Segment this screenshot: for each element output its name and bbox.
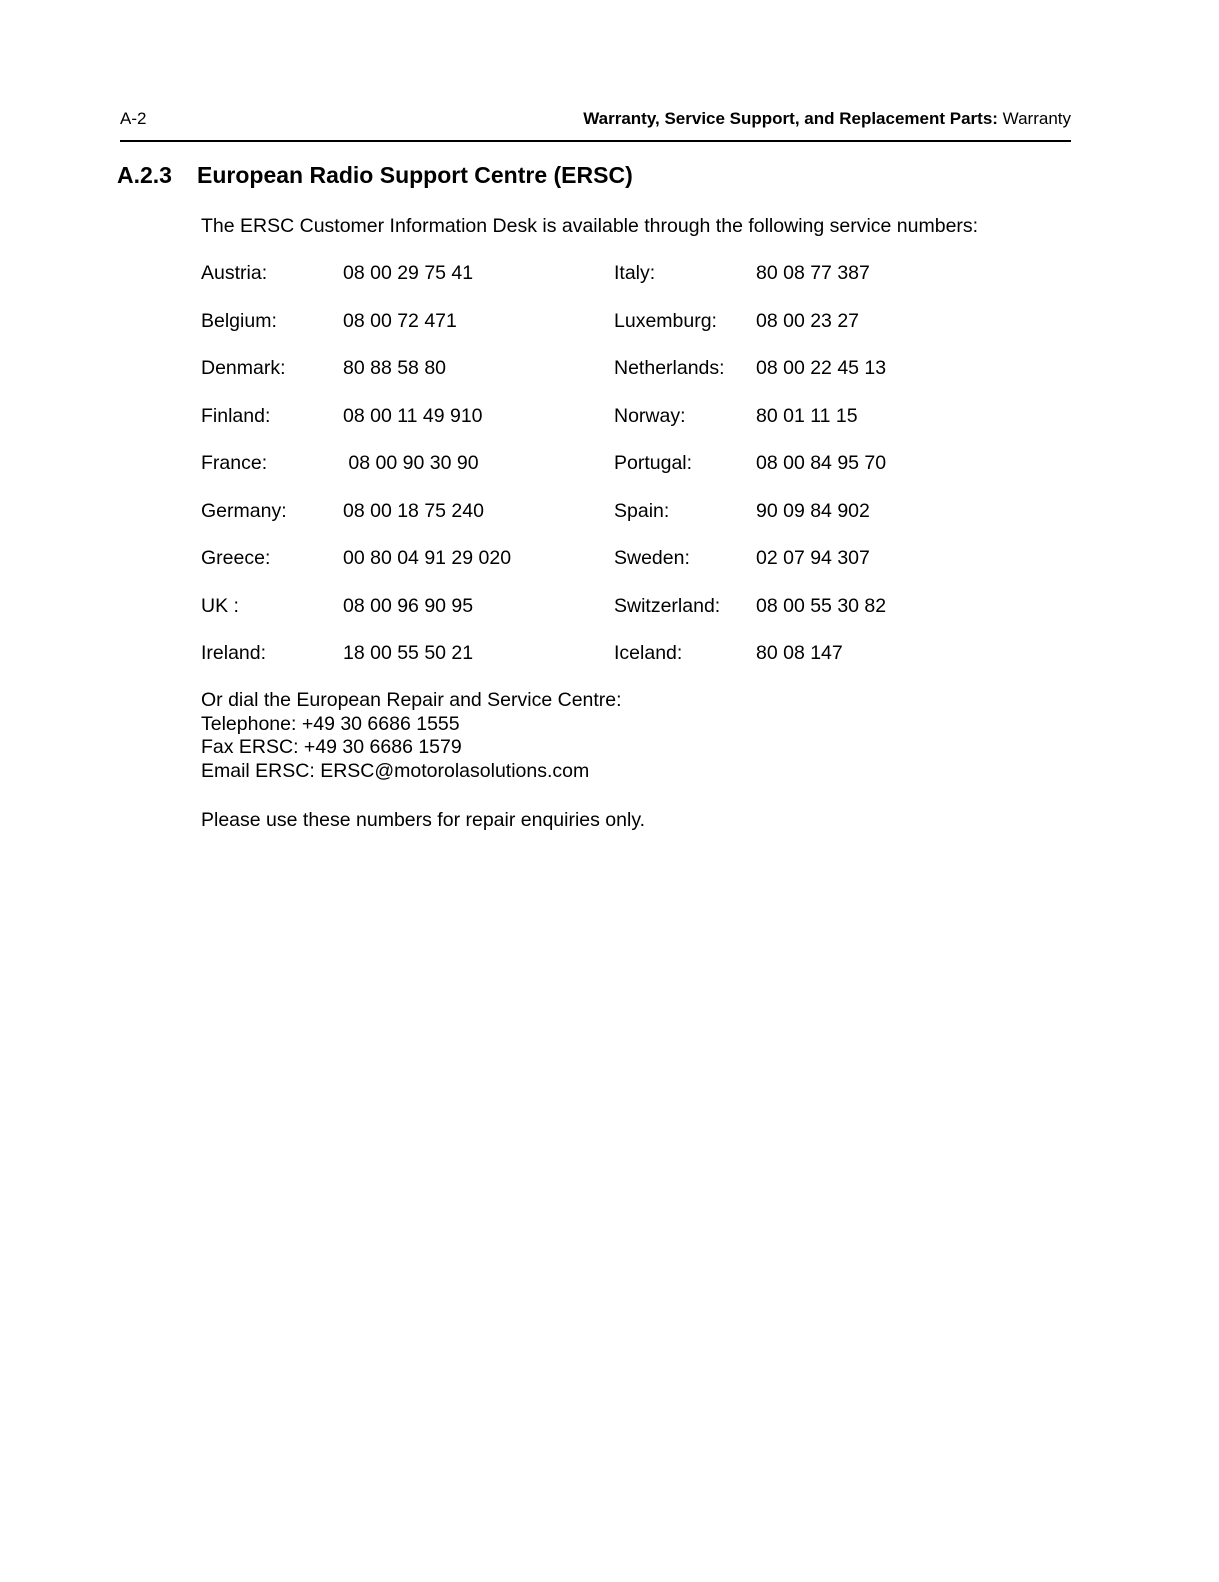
service-numbers-row	[201, 356, 1001, 404]
phone-number: 80 08 77 387	[756, 262, 870, 284]
phone-number: 08 00 11 49 910	[343, 404, 483, 427]
phone-number: 90 09 84 902	[756, 499, 870, 522]
header-rule	[120, 140, 1071, 142]
country-label: Austria:	[201, 262, 268, 284]
repair-centre-telephone: Telephone: +49 30 6686 1555	[201, 712, 460, 735]
country-label: Switzerland:	[614, 594, 721, 617]
running-title-chapter: Warranty, Service Support, and Replacement Parts:	[583, 109, 998, 128]
country-label: Finland:	[201, 404, 271, 427]
country-label: Belgium:	[201, 309, 277, 332]
phone-number: 80 88 58 80	[343, 357, 447, 379]
phone-number: 80 01 11 15	[756, 404, 858, 427]
phone-number: 18 00 55 50 21	[343, 642, 474, 664]
phone-number: 80 08 147	[756, 642, 843, 664]
phone-number: 02 07 94 307	[756, 547, 870, 569]
country-label: Netherlands:	[614, 357, 725, 379]
intro-paragraph: The ERSC Customer Information Desk is available through the following service numbers:	[201, 215, 979, 237]
repair-centre-fax: Fax ERSC: +49 30 6686 1579	[201, 736, 462, 759]
phone-number: 08 00 55 30 82	[756, 594, 887, 617]
repair-centre-email: Email ERSC: ERSC@motorolasolutions.com	[201, 760, 590, 783]
phone-number: 08 00 84 95 70	[756, 452, 887, 474]
phone-number: 08 00 96 90 95	[343, 594, 474, 617]
country-label: UK :	[201, 594, 239, 617]
service-numbers-row	[201, 641, 1001, 689]
phone-number: 08 00 23 27	[756, 309, 860, 332]
phone-number: 08 00 22 45 13	[756, 357, 887, 379]
country-label: Ireland:	[201, 642, 267, 664]
running-title-section: Warranty	[997, 109, 1071, 128]
repair-note: Please use these numbers for repair enquiries only.	[201, 809, 646, 831]
repair-centre-intro: Or dial the European Repair and Service Centre:	[201, 689, 622, 711]
service-numbers-table	[201, 261, 1001, 689]
country-label: Iceland:	[614, 642, 683, 664]
repair-centre-block	[201, 689, 622, 784]
section-heading	[117, 160, 633, 190]
phone-number: 00 80 04 91 29 020	[343, 547, 512, 569]
service-numbers-row	[201, 546, 1001, 594]
country-label: Sweden:	[614, 547, 690, 569]
country-label: Norway:	[614, 404, 686, 427]
service-numbers-row	[201, 309, 1001, 357]
country-label: Denmark:	[201, 357, 286, 379]
country-label: Italy:	[614, 262, 656, 284]
country-label: France:	[201, 452, 268, 474]
service-numbers-row	[201, 404, 1001, 452]
country-label: Germany:	[201, 499, 287, 522]
service-numbers-row	[201, 261, 1001, 309]
service-numbers-row	[201, 594, 1001, 642]
service-numbers-row	[201, 499, 1001, 547]
running-title	[583, 108, 1071, 130]
phone-number: 08 00 72 471	[343, 309, 457, 332]
country-label: Luxemburg:	[614, 309, 717, 332]
country-label: Spain:	[614, 499, 670, 522]
page-number: A-2	[120, 109, 147, 128]
phone-number: 08 00 29 75 41	[343, 262, 474, 284]
country-label: Greece:	[201, 547, 271, 569]
country-label: Portugal:	[614, 452, 693, 474]
section-number: A.2.3	[117, 162, 172, 188]
phone-number: 08 00 18 75 240	[343, 499, 484, 522]
section-title: European Radio Support Centre (ERSC)	[197, 162, 633, 188]
phone-number: 08 00 90 30 90	[343, 452, 479, 474]
page-header	[120, 108, 1071, 130]
service-numbers-row	[201, 451, 1001, 499]
